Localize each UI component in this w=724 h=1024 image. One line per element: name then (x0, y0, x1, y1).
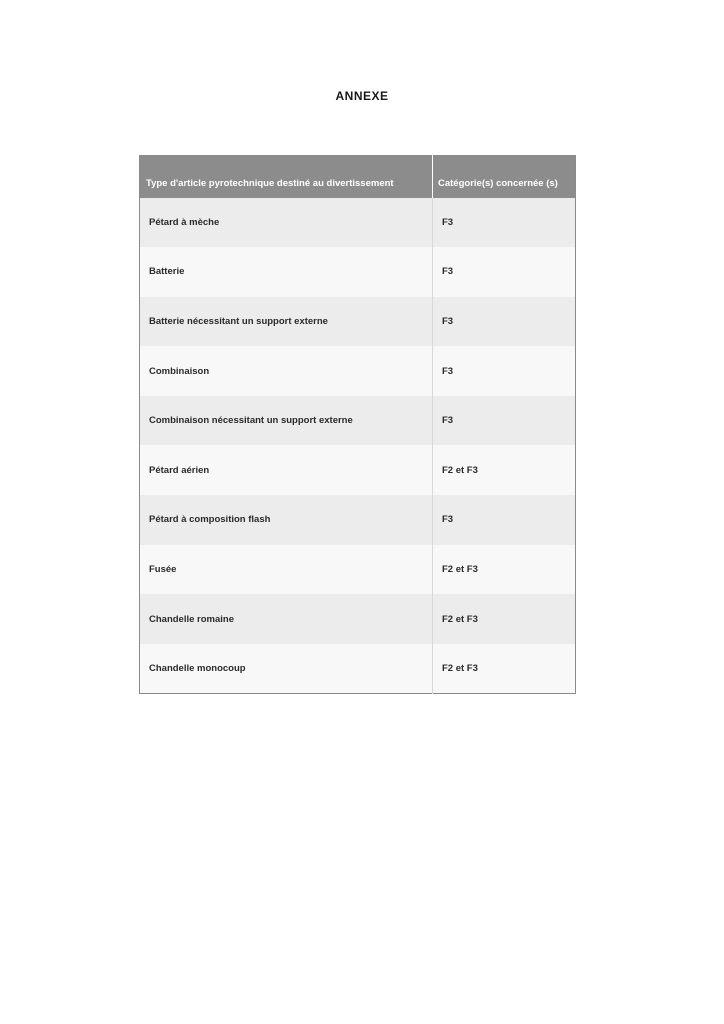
cell-category: F2 et F3 (433, 594, 576, 644)
cell-category: F3 (433, 198, 576, 248)
header-category: Catégorie(s) concernée (s) (433, 156, 576, 198)
cell-article-type: Combinaison nécessitant un support externe (140, 396, 433, 446)
table-row (140, 644, 576, 694)
table-row (140, 198, 576, 248)
cell-article-type: Pétard aérien (140, 445, 433, 495)
page-title: ANNEXE (335, 89, 389, 103)
table-row (140, 594, 576, 644)
cell-category: F2 et F3 (433, 545, 576, 595)
cell-article-type: Combinaison (140, 346, 433, 396)
cell-article-type: Pétard à mèche (140, 198, 433, 248)
cell-category: F3 (433, 346, 576, 396)
table-row (140, 346, 576, 396)
cell-article-type: Fusée (140, 545, 433, 595)
cell-article-type: Batterie nécessitant un support externe (140, 297, 433, 347)
header-article-type: Type d'article pyrotechnique destiné au divertissement (140, 156, 433, 198)
table-row (140, 297, 576, 347)
table-row (140, 396, 576, 446)
cell-article-type: Chandelle monocoup (140, 644, 433, 694)
cell-category: F3 (433, 247, 576, 297)
table-row (140, 495, 576, 545)
header-row (140, 156, 576, 198)
table-row (140, 247, 576, 297)
table-row (140, 545, 576, 595)
cell-category: F3 (433, 396, 576, 446)
cell-category: F2 et F3 (433, 644, 576, 694)
cell-category: F3 (433, 495, 576, 545)
cell-article-type: Batterie (140, 247, 433, 297)
table-body (140, 198, 576, 694)
cell-category: F3 (433, 297, 576, 347)
cell-article-type: Chandelle romaine (140, 594, 433, 644)
cell-category: F2 et F3 (433, 445, 576, 495)
table-header (140, 156, 576, 198)
annex-table (139, 155, 576, 694)
cell-article-type: Pétard à composition flash (140, 495, 433, 545)
table-row (140, 445, 576, 495)
